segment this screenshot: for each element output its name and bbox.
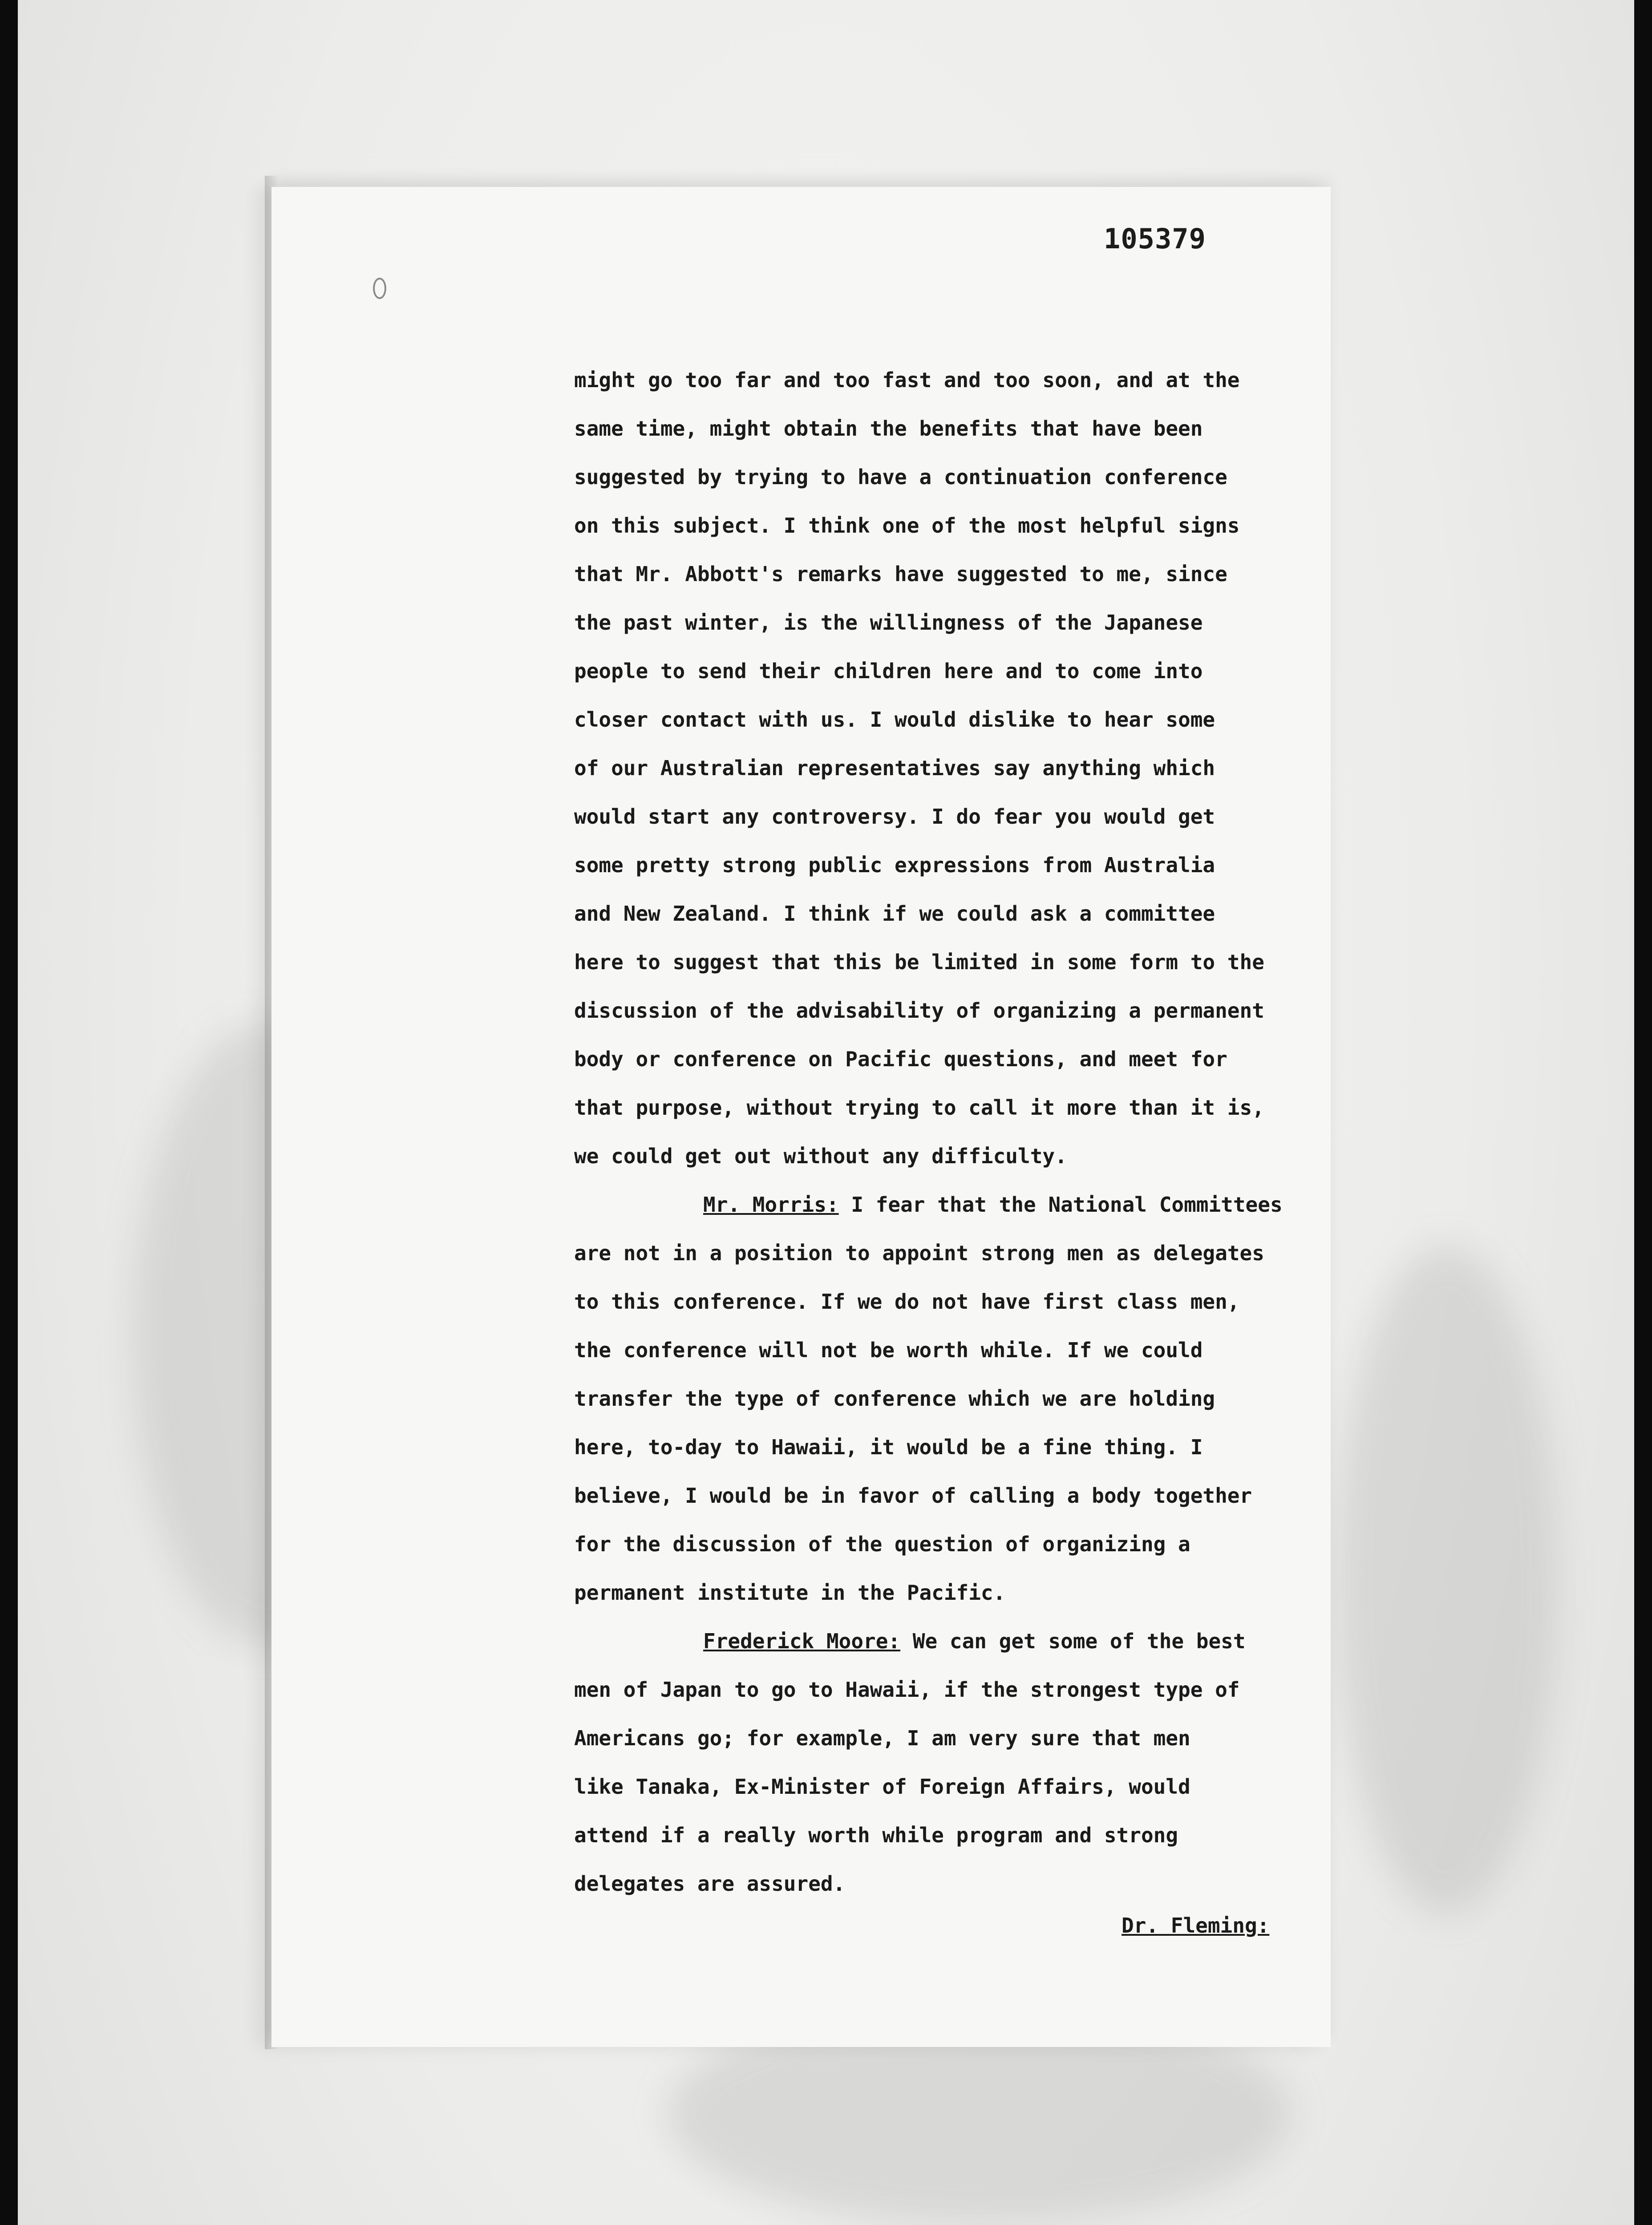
text-line: some pretty strong public expressions from Australia <box>574 853 1215 877</box>
text-line: men of Japan to go to Hawaii, if the strongest type of <box>574 1678 1240 1702</box>
text-line: We can get some of the best <box>900 1629 1246 1653</box>
text-line: believe, I would be in favor of calling a body together <box>574 1484 1252 1508</box>
text-line: Americans go; for example, I am very sure that men <box>574 1726 1190 1750</box>
typed-text <box>574 356 1357 1908</box>
text-line: same time, might obtain the benefits that have been <box>574 417 1203 441</box>
speaker-name-moore: Frederick Moore: <box>703 1629 901 1653</box>
text-line: closer contact with us. I would dislike to hear some <box>574 708 1215 732</box>
text-line: we could get out without any difficulty. <box>574 1144 1067 1168</box>
text-line: would start any controversy. I do fear you would get <box>574 805 1215 829</box>
text-line: attend if a really worth while program and strong <box>574 1823 1178 1847</box>
text-line: on this subject. I think one of the most helpful signs <box>574 514 1240 538</box>
text-line: that purpose, without trying to call it more than it is, <box>574 1096 1264 1120</box>
speaker-line-moore <box>574 1617 1357 1666</box>
text-line: for the discussion of the question of organizing a <box>574 1532 1190 1556</box>
text-line: people to send their children here and to come into <box>574 659 1203 683</box>
text-line: that Mr. Abbott's remarks have suggested to me, since <box>574 562 1227 586</box>
speaker-name-morris: Mr. Morris: <box>703 1193 839 1217</box>
text-line: the conference will not be worth while. If we could <box>574 1338 1203 1362</box>
speaker-line-morris <box>574 1181 1357 1229</box>
text-line: might go too far and too fast and too soon, and at the <box>574 368 1240 392</box>
text-line: transfer the type of conference which we are holding <box>574 1387 1215 1411</box>
text-line: I fear that the National Committees <box>838 1193 1283 1217</box>
page-number: 105379 <box>1104 222 1206 255</box>
text-line: and New Zealand. I think if we could ask a committee <box>574 902 1215 926</box>
punch-hole-mark <box>373 278 386 299</box>
film-smudge <box>1335 1246 1558 1914</box>
text-line: discussion of the advisability of organizing a permanent <box>574 999 1264 1023</box>
text-line: the past winter, is the willingness of the Japanese <box>574 611 1203 635</box>
text-line: here to suggest that this be limited in some form to the <box>574 950 1264 974</box>
text-line: permanent institute in the Pacific. <box>574 1581 1006 1605</box>
text-line: here, to-day to Hawaii, it would be a fine thing. I <box>574 1435 1203 1459</box>
text-line: like Tanaka, Ex-Minister of Foreign Affairs, would <box>574 1775 1190 1799</box>
text-line: delegates are assured. <box>574 1872 846 1896</box>
text-line: body or conference on Pacific questions, and meet for <box>574 1047 1227 1071</box>
text-line: of our Australian representatives say anything which <box>574 756 1215 780</box>
text-line: to this conference. If we do not have first class men, <box>574 1290 1240 1314</box>
text-line: suggested by trying to have a continuation conference <box>574 465 1227 489</box>
text-line: are not in a position to appoint strong men as delegates <box>574 1241 1264 1265</box>
next-speaker: Dr. Fleming: <box>1122 1914 1270 1938</box>
